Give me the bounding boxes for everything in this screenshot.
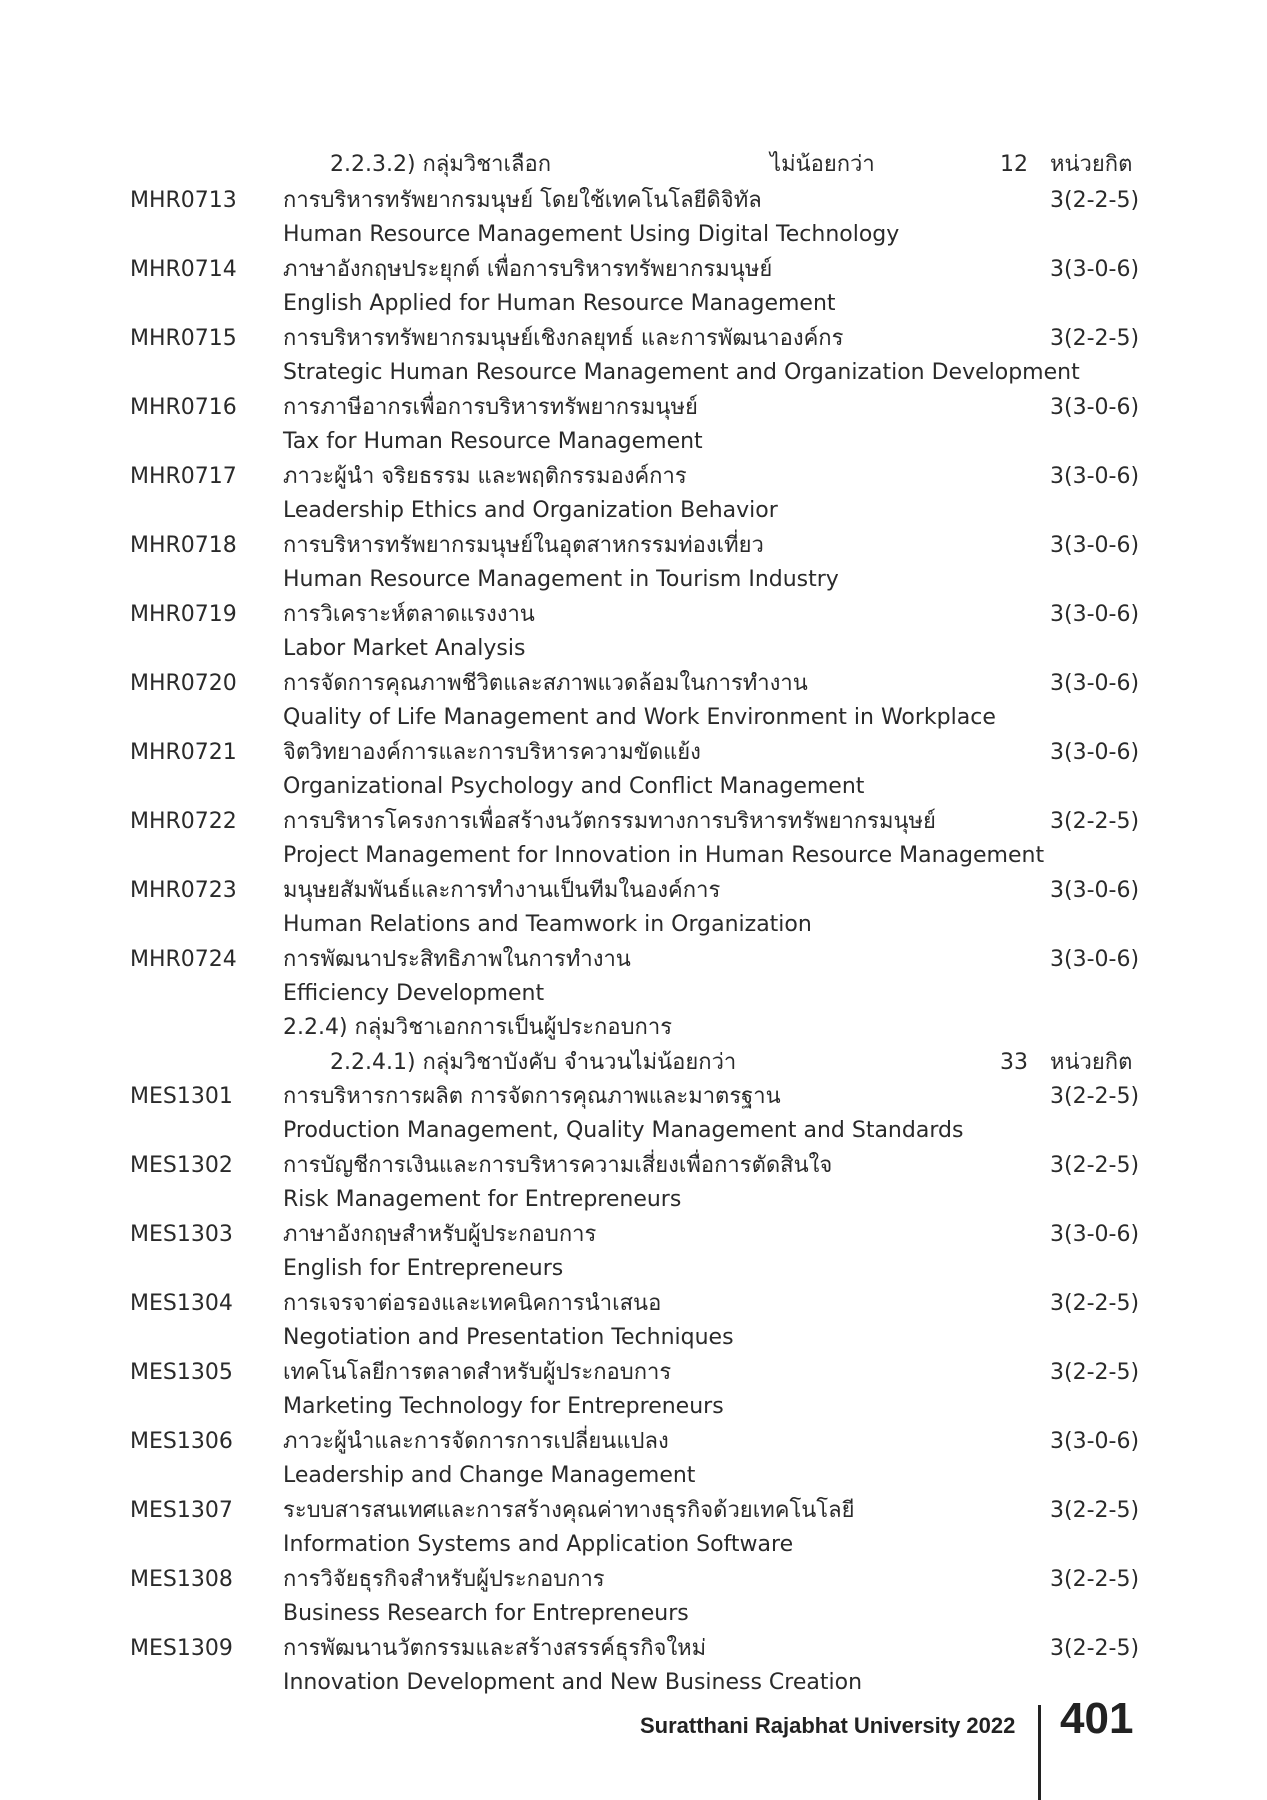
course-title-english: Information Systems and Application Software bbox=[283, 1532, 794, 1557]
course-title-thai: การพัฒนาประสิทธิภาพในการทำงาน bbox=[283, 947, 631, 972]
course-credit: 3(3-0-6) bbox=[1050, 1429, 1140, 1454]
course-title-thai: ภาษาอังกฤษสำหรับผู้ประกอบการ bbox=[283, 1222, 597, 1247]
course-code: MES1305 bbox=[130, 1360, 233, 1385]
course-title-thai: การบริหารทรัพยากรมนุษย์ โดยใช้เทคโนโลยีดิจิทัล bbox=[283, 188, 762, 213]
course-code: MES1301 bbox=[130, 1084, 233, 1109]
section-credit-count-2: 33 bbox=[1000, 1050, 1028, 1075]
course-code: MHR0723 bbox=[130, 878, 237, 903]
course-code: MES1304 bbox=[130, 1291, 233, 1316]
course-title-thai: การจัดการคุณภาพชีวิตและสภาพแวดล้อมในการทำงาน bbox=[283, 671, 808, 696]
course-title-english: Organizational Psychology and Conflict Management bbox=[283, 774, 865, 799]
footer-divider bbox=[1038, 1705, 1041, 1800]
course-code: MHR0724 bbox=[130, 947, 237, 972]
course-title-english: Production Management, Quality Management and Standards bbox=[283, 1118, 964, 1143]
course-code: MHR0719 bbox=[130, 602, 237, 627]
course-title-thai: การเจรจาต่อรองและเทคนิคการนำเสนอ bbox=[283, 1291, 662, 1316]
course-code: MHR0713 bbox=[130, 188, 237, 213]
course-title-thai: มนุษยสัมพันธ์และการทำงานเป็นทีมในองค์การ bbox=[283, 878, 721, 903]
course-credit: 3(3-0-6) bbox=[1050, 671, 1140, 696]
section-credit-count: 12 bbox=[1000, 152, 1028, 177]
course-title-english: Human Resource Management in Tourism Industry bbox=[283, 567, 839, 592]
course-title-thai: การบัญชีการเงินและการบริหารความเสี่ยงเพื่อการตัดสินใจ bbox=[283, 1153, 833, 1178]
section-title-2-2-3-2: 2.2.3.2) กลุ่มวิชาเลือก bbox=[330, 152, 552, 177]
course-title-english: Risk Management for Entrepreneurs bbox=[283, 1187, 682, 1212]
course-title-thai: การวิเคราะห์ตลาดแรงงาน bbox=[283, 602, 535, 627]
course-title-thai: ภาวะผู้นำ จริยธรรม และพฤติกรรมองค์การ bbox=[283, 464, 687, 489]
course-title-english: Marketing Technology for Entrepreneurs bbox=[283, 1394, 724, 1419]
course-credit: 3(2-2-5) bbox=[1050, 1084, 1140, 1109]
section-min-label: ไม่น้อยกว่า bbox=[770, 152, 875, 177]
course-code: MES1302 bbox=[130, 1153, 233, 1178]
course-title-english: Innovation Development and New Business Creation bbox=[283, 1670, 863, 1695]
course-code: MHR0717 bbox=[130, 464, 237, 489]
course-title-thai: การภาษีอากรเพื่อการบริหารทรัพยากรมนุษย์ bbox=[283, 395, 698, 420]
course-title-thai: การวิจัยธุรกิจสำหรับผู้ประกอบการ bbox=[283, 1567, 605, 1592]
course-title-english: Leadership and Change Management bbox=[283, 1463, 696, 1488]
course-title-thai: ระบบสารสนเทศและการสร้างคุณค่าทางธุรกิจด้วยเทคโนโลยี bbox=[283, 1498, 855, 1523]
course-title-thai: ภาษาอังกฤษประยุกต์ เพื่อการบริหารทรัพยากรมนุษย์ bbox=[283, 257, 773, 282]
course-credit: 3(2-2-5) bbox=[1050, 1291, 1140, 1316]
course-credit: 3(2-2-5) bbox=[1050, 809, 1140, 834]
course-code: MHR0722 bbox=[130, 809, 237, 834]
course-credit: 3(3-0-6) bbox=[1050, 1222, 1140, 1247]
course-code: MES1308 bbox=[130, 1567, 233, 1592]
course-credit: 3(3-0-6) bbox=[1050, 257, 1140, 282]
course-title-english: English Applied for Human Resource Management bbox=[283, 291, 836, 316]
course-credit: 3(3-0-6) bbox=[1050, 878, 1140, 903]
section-title-2-2-4: 2.2.4) กลุ่มวิชาเอกการเป็นผู้ประกอบการ bbox=[283, 1015, 673, 1040]
course-title-english: Strategic Human Resource Management and Organization Development bbox=[283, 360, 1080, 385]
course-code: MES1303 bbox=[130, 1222, 233, 1247]
course-title-english: Human Resource Management Using Digital Technology bbox=[283, 222, 900, 247]
course-credit: 3(2-2-5) bbox=[1050, 1360, 1140, 1385]
course-code: MHR0721 bbox=[130, 740, 237, 765]
course-code: MES1309 bbox=[130, 1636, 233, 1661]
footer-university: Suratthani Rajabhat University 2022 bbox=[640, 1713, 1016, 1738]
course-title-english: Negotiation and Presentation Techniques bbox=[283, 1325, 734, 1350]
section-title-2-2-4-1: 2.2.4.1) กลุ่มวิชาบังคับ จำนวนไม่น้อยกว่า bbox=[330, 1050, 737, 1075]
course-title-english: Project Management for Innovation in Human Resource Management bbox=[283, 843, 1045, 868]
course-title-english: Leadership Ethics and Organization Behavior bbox=[283, 498, 778, 523]
section-credit-unit: หน่วยกิต bbox=[1050, 152, 1133, 177]
page-number: 401 bbox=[1060, 1694, 1134, 1743]
course-credit: 3(3-0-6) bbox=[1050, 395, 1140, 420]
course-credit: 3(2-2-5) bbox=[1050, 326, 1140, 351]
course-credit: 3(3-0-6) bbox=[1050, 740, 1140, 765]
course-credit: 3(2-2-5) bbox=[1050, 188, 1140, 213]
course-title-thai: การบริหารทรัพยากรมนุษย์เชิงกลยุทธ์ และการพัฒนาองค์กร bbox=[283, 326, 844, 351]
course-credit: 3(2-2-5) bbox=[1050, 1567, 1140, 1592]
course-title-thai: ภาวะผู้นำและการจัดการการเปลี่ยนแปลง bbox=[283, 1429, 669, 1454]
course-credit: 3(2-2-5) bbox=[1050, 1153, 1140, 1178]
course-title-english: Tax for Human Resource Management bbox=[283, 429, 703, 454]
course-title-english: English for Entrepreneurs bbox=[283, 1256, 564, 1281]
course-title-thai: การบริหารโครงการเพื่อสร้างนวัตกรรมทางการบริหารทรัพยากรมนุษย์ bbox=[283, 809, 936, 834]
course-credit: 3(2-2-5) bbox=[1050, 1498, 1140, 1523]
course-credit: 3(3-0-6) bbox=[1050, 947, 1140, 972]
course-credit: 3(2-2-5) bbox=[1050, 1636, 1140, 1661]
course-title-english: Human Relations and Teamwork in Organization bbox=[283, 912, 812, 937]
course-code: MHR0716 bbox=[130, 395, 237, 420]
course-code: MHR0715 bbox=[130, 326, 237, 351]
section-credit-unit-2: หน่วยกิต bbox=[1050, 1050, 1133, 1075]
course-title-english: Labor Market Analysis bbox=[283, 636, 526, 661]
course-title-english: Business Research for Entrepreneurs bbox=[283, 1601, 689, 1626]
course-title-english: Efficiency Development bbox=[283, 981, 545, 1006]
course-code: MHR0714 bbox=[130, 257, 237, 282]
course-code: MHR0720 bbox=[130, 671, 237, 696]
course-credit: 3(3-0-6) bbox=[1050, 533, 1140, 558]
course-title-thai: การพัฒนานวัตกรรมและสร้างสรรค์ธุรกิจใหม่ bbox=[283, 1636, 707, 1661]
course-code: MES1306 bbox=[130, 1429, 233, 1454]
course-code: MHR0718 bbox=[130, 533, 237, 558]
course-credit: 3(3-0-6) bbox=[1050, 602, 1140, 627]
course-title-thai: การบริหารทรัพยากรมนุษย์ในอุตสาหกรรมท่องเที่ยว bbox=[283, 533, 764, 558]
course-code: MES1307 bbox=[130, 1498, 233, 1523]
course-title-thai: การบริหารการผลิต การจัดการคุณภาพและมาตรฐาน bbox=[283, 1084, 781, 1109]
course-title-thai: จิตวิทยาองค์การและการบริหารความขัดแย้ง bbox=[283, 740, 701, 765]
course-title-english: Quality of Life Management and Work Environment in Workplace bbox=[283, 705, 996, 730]
course-title-thai: เทคโนโลยีการตลาดสำหรับผู้ประกอบการ bbox=[283, 1360, 672, 1385]
course-credit: 3(3-0-6) bbox=[1050, 464, 1140, 489]
